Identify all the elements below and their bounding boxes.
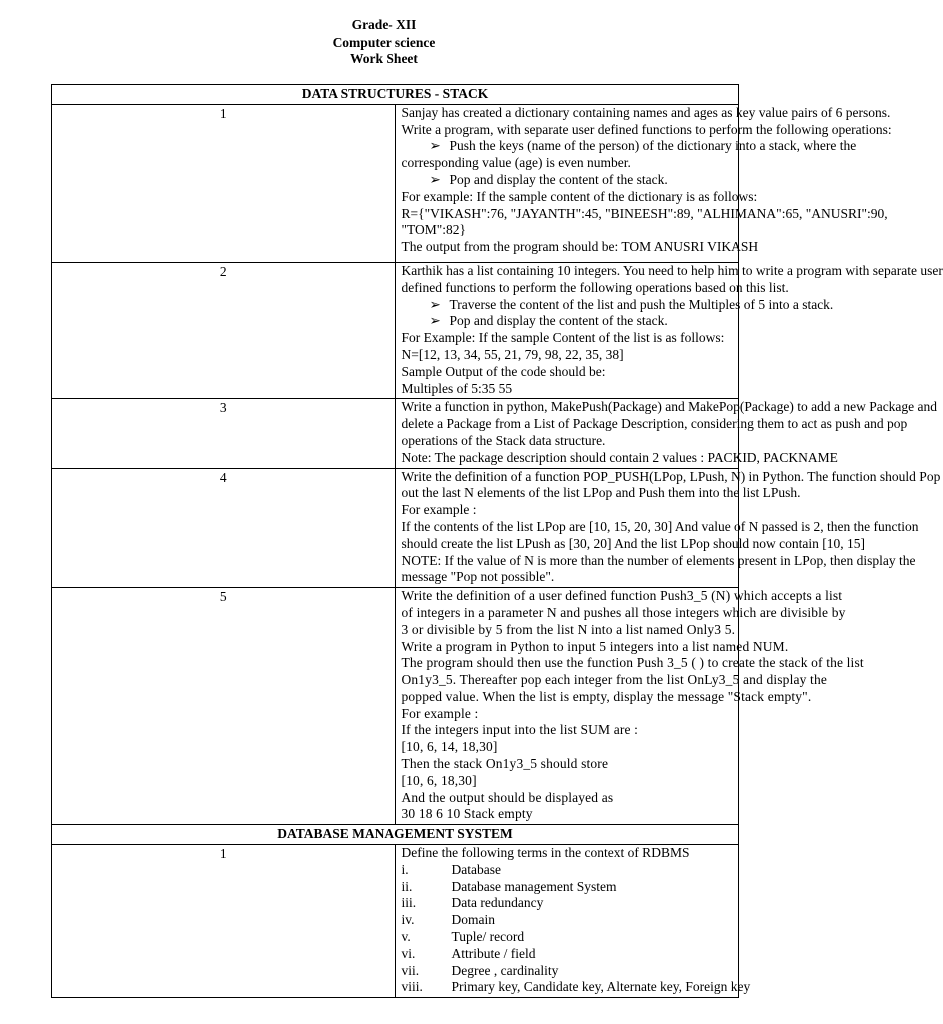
list-numeral: iv. xyxy=(401,912,415,928)
arrow-bullet-icon: ➢ xyxy=(429,171,441,187)
text-line: operations of the Stack data structure. xyxy=(401,432,606,448)
question-number: 3 xyxy=(52,399,396,468)
question-row xyxy=(52,104,739,262)
question-row xyxy=(52,468,739,588)
bullet-item xyxy=(402,296,834,314)
text-line: On1y3_5. Thereafter pop each integer from the list OnLy3_5 and display the xyxy=(401,672,827,688)
bullet-text: Pop and display the content of the stack. xyxy=(449,171,668,187)
text-line: NOTE: If the value of N is more than the number of elements present in LPop, then display the xyxy=(401,552,916,568)
list-item xyxy=(402,912,733,929)
text-line: "TOM":82} xyxy=(401,222,467,238)
section-header-row xyxy=(52,85,739,105)
text-line xyxy=(402,381,733,398)
text-line: 3 or divisible by 5 from the list N into a list named Only3 5. xyxy=(401,621,736,637)
text-line: For example : xyxy=(401,705,479,721)
bullet-text: Push the keys (name of the person) of the dictionary into a stack, where the xyxy=(449,138,857,154)
text-line xyxy=(401,449,838,467)
list-text: Domain xyxy=(451,912,495,928)
question-text xyxy=(395,399,938,468)
question-row xyxy=(52,845,739,998)
text-line: Sanjay has created a dictionary containing names and ages as key value pairs of 6 persons. xyxy=(401,104,891,120)
list-text: Database xyxy=(451,861,501,877)
list-item xyxy=(402,879,733,896)
arrow-bullet-icon: ➢ xyxy=(429,296,441,312)
list-numeral: ii. xyxy=(401,878,413,894)
bullet-text: Traverse the content of the list and push the Multiples of 5 into a stack. xyxy=(449,296,834,312)
text-line: Write a program, with separate user defined functions to perform the following operations: xyxy=(401,121,892,137)
question-number: 4 xyxy=(52,468,396,588)
text-line: R={"VIKASH":76, "JAYANTH":45, "BINEESH":89, "ALHIMANA":65, "ANUSRI":90, xyxy=(401,205,888,221)
text-line: N=[12, 13, 34, 55, 21, 79, 98, 22, 35, 38] xyxy=(401,346,624,362)
text-run: NAME xyxy=(798,449,838,465)
text-line: out the last N elements of the list LPop and Push them into the list LPush. xyxy=(401,485,801,501)
bullet-item xyxy=(402,313,733,330)
question-text xyxy=(395,262,943,398)
section-title-dbms: DATABASE MANAGEMENT SYSTEM xyxy=(52,825,739,845)
text-line: If the integers input into the list SUM are : xyxy=(401,722,639,738)
text-line: of integers in a parameter N and pushes all those integers which are divisible by xyxy=(401,604,846,620)
text-line: delete a Package from a List of Package Description, considering them to act as push and pop xyxy=(401,416,908,432)
text-run: Note: The package description should contain 2 values : PACKID, PACK xyxy=(401,449,799,465)
list-numeral: iii. xyxy=(401,895,417,911)
question-row xyxy=(52,262,739,398)
text-line: should create the list LPush as [30, 20] And the list LPop should now contain [10, 15] xyxy=(401,535,865,551)
text-line: For example: If the sample content of the dictionary is as follows: xyxy=(401,188,758,204)
text-line: popped value. When the list is empty, display the message "Stack empty". xyxy=(401,688,812,704)
question-text xyxy=(395,588,864,825)
text-line: [10, 6, 18,30] xyxy=(401,772,477,788)
text-run: 35 55 xyxy=(481,380,513,396)
text-line: defined functions to perform the following operations based on this list. xyxy=(401,279,789,295)
question-row xyxy=(52,399,739,468)
text-line: Write a function in python, MakePush(Package) and MakePop(Package) to add a new Package and xyxy=(401,399,938,415)
text-line: corresponding value (age) is even number. xyxy=(401,155,631,171)
bullet-text: Pop and display the content of the stack. xyxy=(449,313,668,329)
text-run: Multiples of 5: xyxy=(401,380,482,396)
list-numeral: i. xyxy=(401,861,409,877)
worksheet-heading: Work Sheet xyxy=(350,51,418,66)
text-line: message "Pop not possible". xyxy=(401,569,555,585)
text-line: If the contents of the list LPop are [10, 15, 20, 30] And value of N passed is 2, then the function xyxy=(401,518,919,534)
text-line: For example : xyxy=(401,502,477,518)
text-line: Write a program in Python to input 5 integers into a list named NUM. xyxy=(401,638,789,654)
text-line: The output from the program should be: TOM ANUSRI VIKASH xyxy=(401,239,759,255)
question-text xyxy=(395,845,751,998)
text-line: Write the definition of a function POP_PUSH(LPop, LPush, N) in Python. The function should Pop xyxy=(401,468,941,484)
grade-heading: Grade- XII xyxy=(351,17,417,32)
question-number: 1 xyxy=(52,845,396,998)
arrow-bullet-icon: ➢ xyxy=(429,138,441,154)
list-text: Degree , cardinality xyxy=(451,962,559,978)
subject-heading: Computer science xyxy=(332,35,436,50)
list-numeral: vi. xyxy=(401,945,416,961)
question-row xyxy=(52,588,739,825)
section-header-row xyxy=(52,825,739,845)
text-line: 30 18 6 10 Stack empty xyxy=(401,806,533,822)
section-title-stack: DATA STRUCTURES - STACK xyxy=(52,85,739,105)
list-numeral: vii. xyxy=(401,962,420,978)
text-line: Karthik has a list containing 10 integers. You need to help him to write a program with separate user xyxy=(401,262,943,278)
bullet-item xyxy=(402,172,733,189)
list-numeral: viii. xyxy=(401,979,423,995)
list-item xyxy=(401,979,751,996)
list-item xyxy=(402,862,733,879)
list-text: Data redundancy xyxy=(451,895,544,911)
text-line: The program should then use the function Push 3_5 ( ) to create the stack of the list xyxy=(401,655,864,671)
text-line: Sample Output of the code should be: xyxy=(401,363,606,379)
text-line: Then the stack On1y3_5 should store xyxy=(401,756,609,772)
text-line: [10, 6, 14, 18,30] xyxy=(401,739,498,755)
list-numeral: v. xyxy=(401,929,411,945)
list-text: Primary key, Candidate key, Alternate key, Foreign key xyxy=(451,979,751,995)
list-text: Database management System xyxy=(451,878,617,894)
arrow-bullet-icon: ➢ xyxy=(429,313,441,329)
question-text xyxy=(395,104,892,262)
question-number: 5 xyxy=(52,588,396,825)
list-item xyxy=(402,895,733,912)
list-item xyxy=(402,946,733,963)
list-item xyxy=(402,929,733,946)
question-number: 2 xyxy=(52,262,396,398)
list-item xyxy=(402,963,733,980)
worksheet-table xyxy=(51,84,943,998)
list-text: Tuple/ record xyxy=(451,929,525,945)
text-line: Write the definition of a user defined function Push3_5 (N) which accepts a list xyxy=(401,588,843,604)
text-line: For Example: If the sample Content of the list is as follows: xyxy=(401,330,725,346)
text-line: Define the following terms in the context of RDBMS xyxy=(401,845,690,861)
question-number: 1 xyxy=(52,104,396,262)
text-line: And the output should be displayed as xyxy=(401,789,614,805)
bullet-item xyxy=(402,138,857,155)
question-text xyxy=(395,468,941,588)
list-text: Attribute / field xyxy=(451,945,536,961)
